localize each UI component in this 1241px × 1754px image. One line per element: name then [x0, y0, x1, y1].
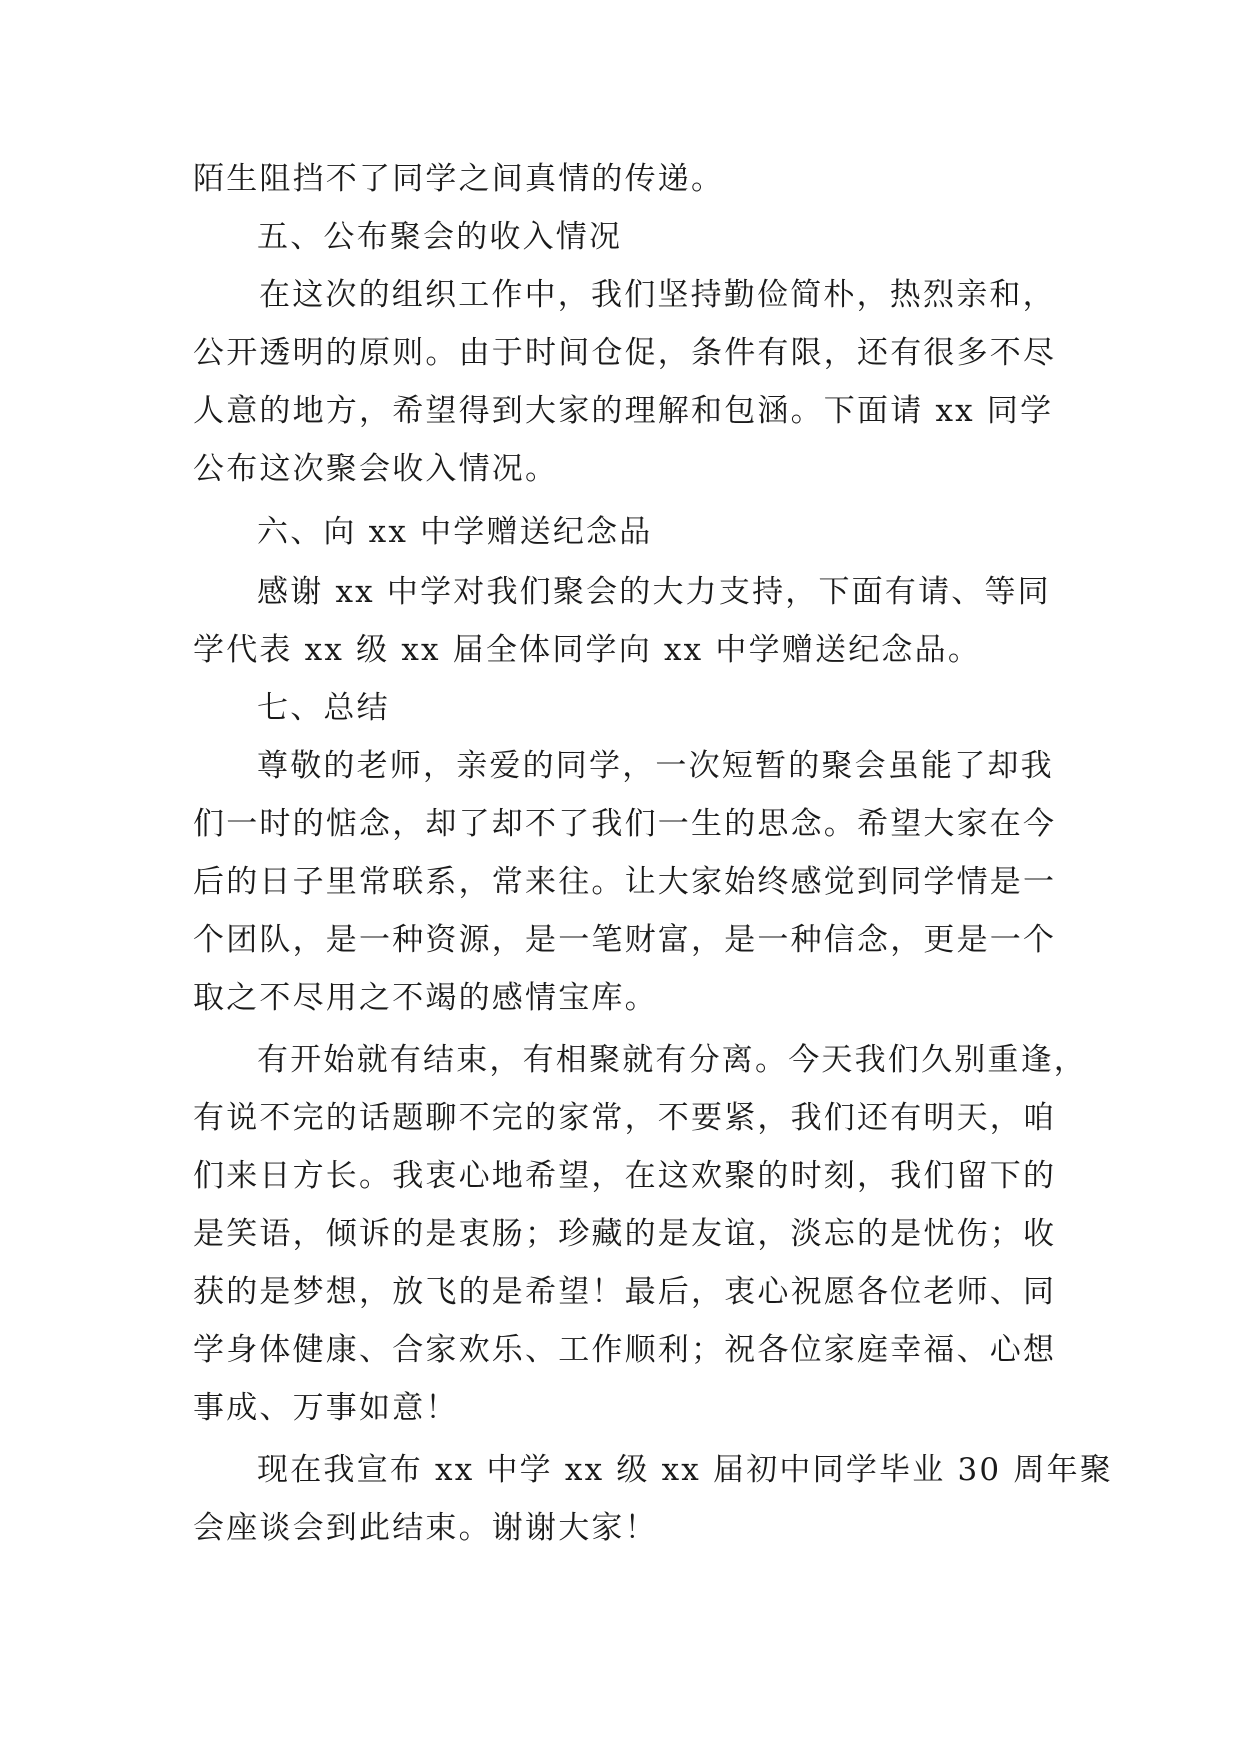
paragraph-line: 学身体健康、合家欢乐、工作顺利；祝各位家庭幸福、心想: [193, 1332, 1057, 1368]
paragraph-line: 们来日方长。我衷心地希望，在这欢聚的时刻，我们留下的: [193, 1158, 1057, 1194]
paragraph-line: 事成、万事如意！: [193, 1390, 459, 1426]
paragraph-line: 取之不尽用之不竭的感情宝库。: [193, 980, 658, 1016]
paragraph-line: 个团队，是一种资源，是一笔财富，是一种信念，更是一个: [193, 922, 1057, 958]
paragraph-line: 是笑语，倾诉的是衷肠；珍藏的是友谊，淡忘的是忧伤；收: [193, 1216, 1057, 1252]
paragraph-line: 感谢 xx 中学对我们聚会的大力支持，下面有请、等同: [257, 574, 1051, 610]
paragraph-line: 会座谈会到此结束。谢谢大家！: [193, 1510, 658, 1546]
paragraph-line: 现在我宣布 xx 中学 xx 级 xx 届初中同学毕业 30 周年聚: [257, 1452, 1113, 1488]
paragraph-line: 学代表 xx 级 xx 届全体同学向 xx 中学赠送纪念品。: [193, 632, 982, 668]
section-heading-7: 七、总结: [257, 690, 390, 726]
paragraph-line: 后的日子里常联系，常来往。让大家始终感觉到同学情是一: [193, 864, 1057, 900]
paragraph-line: 公布这次聚会收入情况。: [193, 451, 559, 487]
paragraph-line: 有开始就有结束，有相聚就有分离。今天我们久别重逢，: [257, 1042, 1087, 1078]
paragraph-line: 在这次的组织工作中，我们坚持勤俭简朴，热烈亲和，: [259, 277, 1056, 313]
paragraph-line: 人意的地方，希望得到大家的理解和包涵。下面请 xx 同学: [193, 393, 1054, 429]
section-heading-5: 五、公布聚会的收入情况: [257, 219, 623, 255]
paragraph-line: 获的是梦想，放飞的是希望！最后，衷心祝愿各位老师、同: [193, 1274, 1057, 1310]
paragraph-line: 尊敬的老师，亲爱的同学，一次短暂的聚会虽能了却我: [257, 748, 1054, 784]
paragraph-line: 有说不完的话题聊不完的家常，不要紧，我们还有明天，咱: [193, 1100, 1057, 1136]
paragraph-line: 公开透明的原则。由于时间仓促，条件有限，还有很多不尽: [193, 335, 1057, 371]
paragraph-line: 陌生阻挡不了同学之间真情的传递。: [193, 161, 725, 197]
section-heading-6: 六、向 xx 中学赠送纪念品: [257, 514, 653, 550]
paragraph-line: 们一时的惦念，却了却不了我们一生的思念。希望大家在今: [193, 806, 1057, 842]
